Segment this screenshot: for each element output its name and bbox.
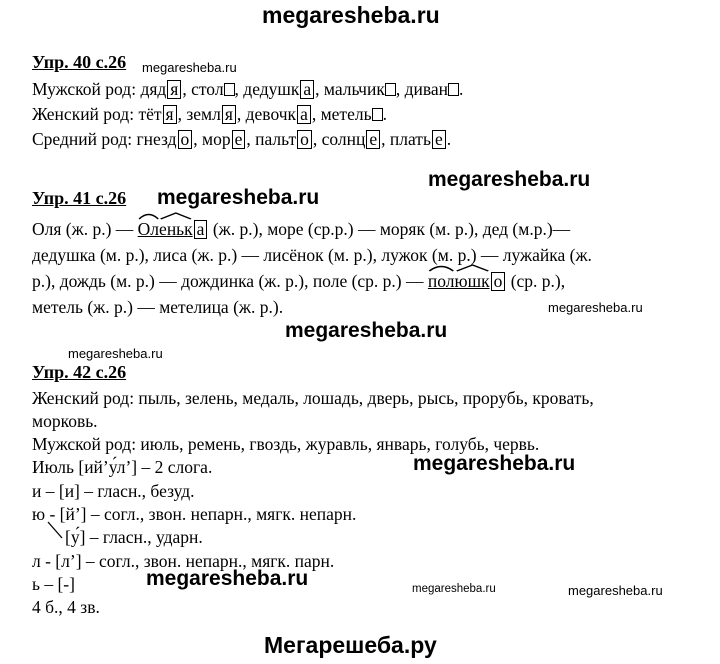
root-arc: Ол	[138, 218, 159, 240]
word: девочк а ,	[245, 104, 317, 124]
ex42-line-9: ь – [-]	[32, 574, 75, 594]
watermark: megaresheba.ru	[428, 168, 591, 191]
ending-box: я	[163, 105, 177, 124]
watermark-small: megaresheba.ru	[142, 60, 237, 75]
ending-box: а	[300, 80, 314, 99]
word: дедушк а ,	[243, 79, 320, 99]
ex42-line-5: и – [и] – гласн., безуд.	[32, 481, 195, 501]
word: земл я ,	[186, 104, 242, 124]
suffix-mark: еньк	[159, 218, 193, 240]
ending-box: о	[491, 272, 506, 291]
ending-box: е	[432, 130, 446, 149]
word: мор е ,	[202, 129, 251, 149]
watermark: megaresheba.ru	[413, 452, 576, 475]
ex42-line-6: ю - [й’] – согл., звон. непарн., мягк. непарн.	[32, 504, 357, 524]
text: (ж. р.), море (ср.р.) — моряк (м. р.), дед (м.р.)—	[212, 219, 571, 239]
ending-box: а	[194, 220, 208, 239]
watermark-top: megaresheba.ru	[262, 2, 440, 28]
suffix-mark: юшк	[455, 270, 490, 292]
ending-box: о	[178, 130, 193, 149]
exercise-41-heading: Упр. 41 с.26	[32, 188, 127, 208]
ex42-line-8: л - [л’] – согл., звон. непарн., мягк. парн.	[32, 551, 335, 571]
watermark: megaresheba.ru	[146, 567, 309, 590]
ending-box: я	[167, 80, 181, 99]
ex42-line-10: 4 б., 4 зв.	[32, 597, 100, 617]
word: солнц е ,	[321, 129, 386, 149]
ex42-line-3: Мужской род: июль, ремень, гвоздь, журавль, январь, голубь, червь.	[32, 434, 540, 454]
root-arc: пол	[428, 270, 455, 292]
exercise-40-heading: Упр. 40 с.26	[32, 52, 127, 72]
watermark-small: megaresheba.ru	[68, 346, 163, 361]
word: стол ,	[191, 79, 239, 99]
exercise-42-heading: Упр. 42 с.26	[32, 362, 127, 382]
text: (ср. р.),	[510, 271, 566, 291]
connector-line	[48, 522, 62, 538]
watermark: megaresheba.ru	[285, 319, 448, 342]
word: дяд я ,	[140, 79, 187, 99]
word: пальт о ,	[255, 129, 318, 149]
word: плать е .	[389, 129, 452, 149]
ex42-line-7: [у́] – гласн., ударн.	[65, 527, 203, 547]
ex42-line-4: Июль [ий’у́л’] – 2 слога.	[32, 457, 213, 477]
watermark: megaresheba.ru	[157, 186, 320, 209]
text: р.), дождь (м. р.) — дождинка (ж. р.), поле (ср. р.) —	[32, 271, 424, 291]
watermark-small: megaresheba.ru	[548, 300, 643, 315]
word: диван .	[404, 79, 464, 99]
ending-box: а	[297, 105, 311, 124]
ending-box: е	[232, 130, 246, 149]
watermark-small: megaresheba.ru	[568, 583, 663, 598]
ex42-line-2: морковь.	[32, 411, 98, 431]
word: метель .	[320, 104, 387, 124]
label: Мужской род:	[32, 79, 137, 99]
ex41-line-4: метель (ж. р.) — метелица (ж. р.).	[32, 297, 284, 317]
ending-box: о	[297, 130, 312, 149]
ex41-line-2: дедушка (м. р.), лиса (ж. р.) — лисёнок (м. р.), лужок (м. р.) — лужайка (ж.	[32, 245, 592, 265]
watermark-small: megaresheba.ru	[412, 583, 496, 595]
label: Средний род:	[32, 129, 133, 149]
text: Оля (ж. р.) —	[32, 219, 134, 239]
word: мальчик ,	[323, 79, 401, 99]
word: тёт я ,	[138, 104, 182, 124]
word: гнезд о ,	[136, 129, 198, 149]
ending-box: я	[222, 105, 236, 124]
footer-watermark: Мегарешеба.ру	[264, 632, 437, 658]
ending-box: е	[366, 130, 380, 149]
label: Женский род:	[32, 104, 135, 124]
ex42-line-1: Женский род: пыль, зелень, медаль, лошадь, дверь, рысь, прорубь, кровать,	[32, 388, 594, 408]
